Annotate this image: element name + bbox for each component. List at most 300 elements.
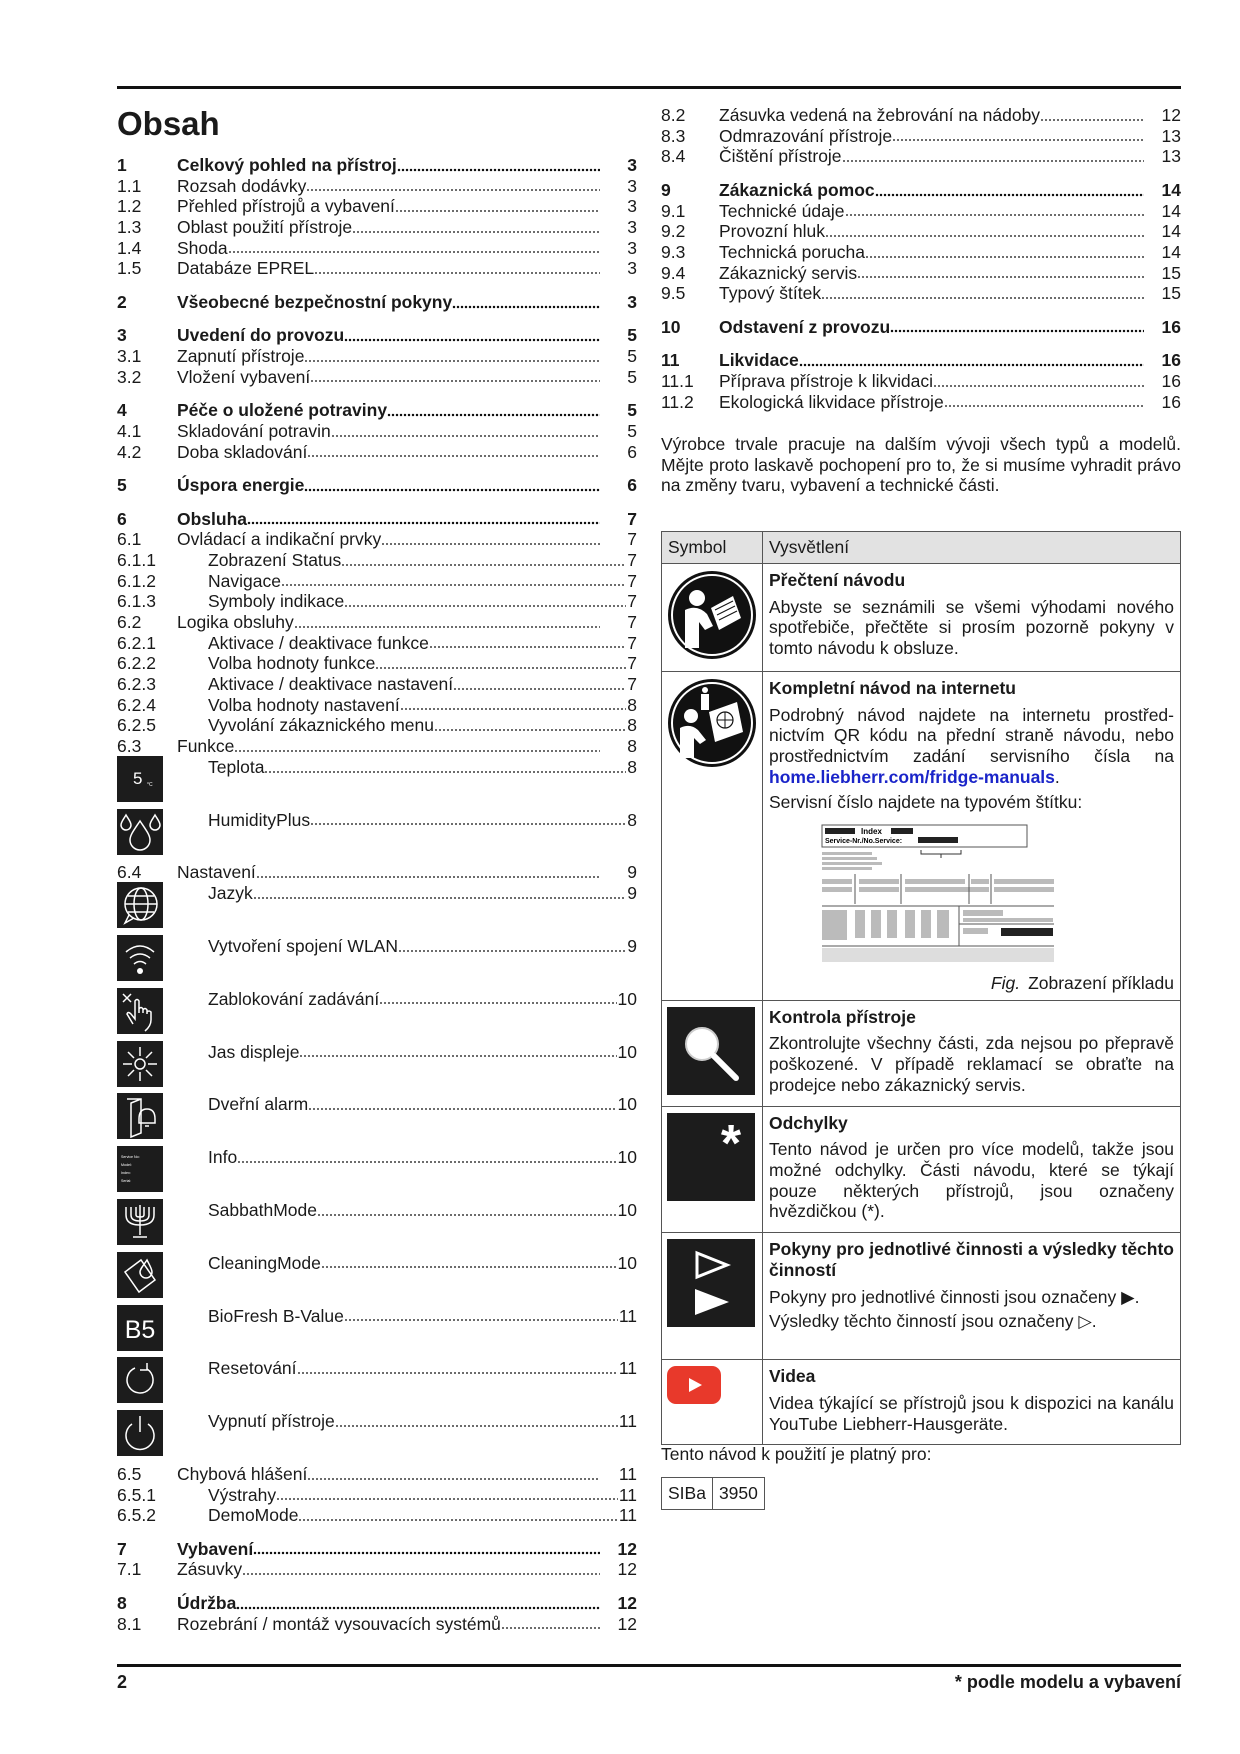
fig-label: Fig.: [990, 972, 1021, 993]
dot-leader: [298, 1505, 617, 1526]
toc-entry[interactable]: [117, 1147, 637, 1200]
toc-entry[interactable]: [117, 1464, 637, 1485]
toc-page: 12: [617, 1613, 637, 1634]
toc-entry[interactable]: [117, 674, 637, 695]
dot-leader: [294, 612, 600, 633]
dot-leader: [842, 146, 1144, 167]
toc-entry[interactable]: [661, 392, 1181, 413]
icon-slot: [117, 1253, 208, 1306]
toc-entry[interactable]: [117, 442, 637, 463]
fig-caption-text: Zobrazení příkladu: [1028, 972, 1174, 993]
toc-page: 7: [627, 674, 637, 695]
footer-note: * podle modelu a vybavení: [954, 1672, 1181, 1692]
manuals-link[interactable]: home.liebherr.com/fridge-manuals: [769, 766, 1055, 787]
toc-entry[interactable]: [117, 757, 637, 810]
door-alarm-icon: [117, 1093, 163, 1139]
toc-title: Symboly indikace: [208, 591, 345, 612]
toc-page: 3: [627, 291, 637, 312]
icon-slot: [117, 1042, 208, 1095]
type-label-figure: [821, 824, 1056, 964]
toc-entry[interactable]: [117, 715, 637, 736]
toc-title: Zobrazení Status: [208, 549, 342, 570]
wifi-icon: [117, 935, 163, 981]
toc-entry[interactable]: [117, 367, 637, 388]
dot-leader: [247, 509, 600, 530]
row-text: [769, 705, 1174, 788]
humidity-icon: [117, 809, 163, 855]
toc-entry[interactable]: [117, 736, 637, 757]
toc-entry[interactable]: [117, 292, 637, 313]
toc-page: 11: [618, 1505, 637, 1526]
toc-entry[interactable]: [117, 810, 637, 863]
toc-page: 5: [627, 366, 637, 387]
dot-leader: [344, 1306, 618, 1327]
dot-leader: [321, 1253, 617, 1274]
toc-entry[interactable]: [117, 1505, 637, 1526]
toc-entry[interactable]: [117, 1094, 637, 1147]
dot-leader: [933, 371, 1144, 392]
icon-slot: [117, 883, 208, 936]
toc-title: Aktivace / deaktivace funkce: [208, 632, 429, 653]
toc-number: 11: [661, 350, 680, 371]
dot-leader: [865, 242, 1144, 263]
dot-leader: [857, 263, 1144, 284]
toc-title: Volba hodnoty funkce: [208, 653, 376, 674]
header-explanation: Vysvětlení: [763, 532, 1181, 564]
toc-entry[interactable]: [661, 180, 1181, 201]
toc-entry[interactable]: [661, 283, 1181, 304]
dot-leader: [304, 475, 600, 496]
dot-leader: [892, 126, 1144, 147]
toc-entry[interactable]: [117, 346, 637, 367]
toc-title: Nastavení: [177, 862, 256, 883]
dot-leader: [1040, 105, 1144, 126]
dot-leader: [234, 736, 600, 757]
toc-entry[interactable]: [661, 201, 1181, 222]
toc-page: 12: [1161, 105, 1181, 125]
toc-number: 6.5.2: [117, 1505, 156, 1526]
toc-number: 6.5.1: [117, 1484, 156, 1505]
toc-number: 7.1: [117, 1559, 142, 1580]
toc-title: Zákaznický servis: [719, 262, 858, 283]
bottom-rule: [117, 1664, 1181, 1667]
toc-page: 7: [627, 632, 637, 653]
toc-number: 8.4: [661, 146, 686, 167]
toc-entry[interactable]: [661, 317, 1181, 338]
dot-leader: [397, 155, 600, 176]
toc-entry[interactable]: [117, 1593, 637, 1614]
toc-title: Zákaznická pomoc: [719, 179, 875, 200]
toc-entry[interactable]: [117, 176, 637, 197]
dot-leader: [429, 633, 626, 654]
icon-text: 5: [133, 768, 143, 788]
toc-right-column: [661, 105, 1181, 412]
toc-title: Typový štítek: [719, 283, 822, 304]
toc-page: 13: [1161, 146, 1181, 167]
toc-page: 3: [627, 237, 637, 258]
language-icon: [117, 882, 163, 928]
row-title: Kompletní návod na internetu: [769, 678, 1016, 698]
youtube-icon[interactable]: [667, 1366, 721, 1406]
toc-page: 10: [617, 988, 637, 1009]
toc-entry[interactable]: [661, 263, 1181, 284]
toc-entry[interactable]: [117, 989, 637, 1042]
dot-leader: [242, 1559, 600, 1580]
dot-leader: [253, 1539, 600, 1560]
dot-leader: [400, 695, 627, 716]
toc-entry[interactable]: [117, 1200, 637, 1253]
toc-page: 5: [627, 400, 637, 421]
toc-number: 6.2.5: [117, 715, 156, 736]
toc-title: Zablokování zadávání: [208, 988, 380, 1009]
icon-slot: [117, 1200, 208, 1253]
toc-title: Výstrahy: [208, 1484, 277, 1505]
table-row: [662, 1106, 1181, 1233]
toc-number: 8.3: [661, 125, 686, 146]
dot-leader: [299, 1042, 616, 1063]
toc-title: Info: [208, 1147, 238, 1168]
dot-leader: [875, 180, 1144, 201]
toc-number: 1.4: [117, 237, 142, 258]
toc-title: Odstavení z provozu: [719, 316, 891, 337]
toc-page: 9: [627, 883, 637, 904]
dot-leader: [395, 196, 600, 217]
dot-leader: [253, 883, 627, 904]
toc-number: 2: [117, 291, 127, 312]
row-text: Videa týkající se přístrojů jsou k dispozici na kanálu YouTube Liebherr-Hausgeräte.: [769, 1392, 1174, 1434]
toc-entry[interactable]: [117, 509, 637, 530]
toc-entry[interactable]: [117, 1042, 637, 1095]
toc-entry[interactable]: [117, 238, 637, 259]
toc-title: Databáze EPREL: [177, 258, 315, 279]
page-title: Obsah: [117, 105, 220, 142]
toc-entry[interactable]: [117, 550, 637, 571]
toc-title: Uvedení do provozu: [177, 325, 345, 346]
toc-page: 16: [1161, 316, 1181, 337]
dot-leader: [375, 653, 626, 674]
icon-slot: [117, 936, 208, 989]
toc-number: 6.2.4: [117, 694, 156, 715]
toc-title: Doba skladování: [177, 441, 308, 462]
toc-number: 6.3: [117, 736, 142, 757]
toc-title: Funkce: [177, 736, 235, 757]
magnifier-icon: [667, 1007, 755, 1095]
brightness-icon: [117, 1041, 163, 1087]
toc-entry[interactable]: [117, 1358, 637, 1411]
asterisk-icon: [667, 1113, 755, 1201]
toc-page: 12: [617, 1538, 637, 1559]
icon-text: Model:: [121, 1163, 132, 1168]
toc-number: 6.2.1: [117, 632, 156, 653]
table-header-row: [662, 532, 1181, 564]
toc-number: 9.3: [661, 241, 686, 262]
icon-text: B5: [124, 1315, 156, 1344]
toc-entry[interactable]: [117, 591, 637, 612]
toc-entry[interactable]: [117, 217, 637, 238]
toc-title: Rozsah dodávky: [177, 175, 307, 196]
toc-title: Ovládací a indikační prvky: [177, 529, 382, 550]
read-manual-icon: [667, 570, 757, 660]
toc-page: 14: [1161, 241, 1181, 262]
icon-slot: [117, 989, 208, 1042]
toc-page: 16: [1161, 391, 1181, 412]
toc-title: Úspora energie: [177, 475, 305, 496]
toc-number: 1: [117, 155, 127, 175]
dot-leader: [306, 176, 600, 197]
toc-page: 9: [627, 935, 637, 956]
toc-page: 12: [617, 1559, 637, 1580]
toc-page: 9: [627, 862, 637, 883]
toc-entry[interactable]: [117, 325, 637, 346]
toc-number: 7: [117, 1538, 127, 1559]
online-manual-icon: [667, 678, 757, 768]
table-row: [662, 1233, 1181, 1360]
online-text: Podrobný návod najdete na internetu prostřednictvím QR kódu na přední straně návodu, nebo prostřednictvím zadání servisního čísla na: [769, 704, 1174, 767]
toc-entry[interactable]: [117, 653, 637, 674]
toc-number: 9.2: [661, 221, 686, 242]
icon-slot: [117, 1358, 208, 1411]
toc-entry[interactable]: [117, 1485, 637, 1506]
toc-title: Volba hodnoty nastavení: [208, 694, 400, 715]
toc-title: Likvidace: [719, 350, 799, 371]
dot-leader: [314, 258, 600, 279]
toc-entry[interactable]: [661, 105, 1181, 126]
toc-page: 15: [1161, 262, 1181, 283]
toc-entry[interactable]: [117, 196, 637, 217]
input-lock-icon: [117, 988, 163, 1034]
toc-entry[interactable]: [661, 126, 1181, 147]
toc-page: 16: [1161, 370, 1181, 391]
toc-title: Navigace: [208, 570, 281, 591]
toc-title: DemoMode: [208, 1505, 299, 1526]
toc-entry[interactable]: [661, 242, 1181, 263]
toc-page: 7: [627, 570, 637, 591]
toc-page: 14: [1161, 179, 1181, 200]
toc-left-column: [117, 155, 637, 1634]
toc-number: 3: [117, 325, 127, 346]
toc-number: 11.1: [661, 370, 694, 391]
toc-page: 6: [627, 475, 637, 496]
dot-leader: [501, 1614, 600, 1635]
toc-number: 6.1.2: [117, 570, 156, 591]
figure-caption: [769, 973, 1174, 994]
toc-entry[interactable]: [117, 633, 637, 654]
toc-number: 8.2: [661, 105, 686, 125]
top-rule: [117, 86, 1181, 89]
dot-leader: [344, 325, 600, 346]
toc-page: 7: [627, 549, 637, 570]
toc-page: 7: [627, 653, 637, 674]
toc-number: 6.2.2: [117, 653, 156, 674]
toc-page: 8: [627, 809, 637, 830]
row-title: Odchylky: [769, 1112, 848, 1133]
row-title: Přečtení návodu: [769, 570, 906, 590]
toc-entry[interactable]: [661, 146, 1181, 167]
toc-title: Zapnutí přístroje: [177, 346, 305, 367]
toc-entry[interactable]: [117, 529, 637, 550]
toc-title: Jas displeje: [208, 1041, 300, 1062]
action-result-icon: [667, 1239, 755, 1327]
icon-slot: [117, 1306, 208, 1359]
symbol-table: [661, 531, 1181, 1445]
toc-number: 8.1: [117, 1613, 142, 1634]
dot-leader: [379, 989, 616, 1010]
row-title: Kontrola přístroje: [769, 1006, 916, 1027]
toc-number: 3.2: [117, 366, 142, 387]
toc-number: 6.1.1: [117, 549, 156, 570]
toc-number: 4.1: [117, 420, 142, 441]
dot-leader: [317, 1200, 617, 1221]
intro-paragraph: Výrobce trvale pracuje na dalším vývoji všech typů a modelů. Mějte proto laskavě pochopení pro to, že si musíme vyhradit právo na změny tvaru, vybavení a technické části.: [661, 434, 1181, 496]
toc-number: 1.3: [117, 217, 142, 238]
toc-number: 10: [661, 316, 681, 337]
toc-page: 11: [618, 1358, 637, 1379]
icon-slot: [117, 810, 208, 863]
toc-entry[interactable]: [117, 612, 637, 633]
dot-leader: [237, 1147, 616, 1168]
model-number: 3950: [712, 1478, 764, 1509]
toc-entry[interactable]: [117, 862, 637, 883]
dot-leader: [256, 862, 600, 883]
power-icon: [117, 1410, 163, 1456]
toc-page: 7: [627, 612, 637, 633]
dot-leader: [434, 715, 626, 736]
toc-number: 9.1: [661, 200, 686, 221]
toc-page: 3: [627, 217, 637, 238]
toc-title: Provozní hluk: [719, 221, 826, 242]
toc-title: Jazyk: [208, 883, 253, 904]
icon-slot: [117, 1411, 208, 1464]
dot-leader: [381, 529, 600, 550]
toc-title: BioFresh B-Value: [208, 1305, 344, 1326]
icon-text: Service No:: [121, 1155, 140, 1160]
toc-page: 14: [1161, 200, 1181, 221]
toc-number: 1.5: [117, 258, 142, 279]
toc-title: Všeobecné bezpečnostní pokyny: [177, 291, 453, 312]
toc-page: 15: [1161, 283, 1181, 304]
toc-page: 11: [618, 1411, 637, 1432]
toc-entry[interactable]: [117, 1539, 637, 1560]
toc-entry[interactable]: [117, 1411, 637, 1464]
table-row: [662, 672, 1181, 1001]
table-row: [662, 564, 1181, 672]
temperature-icon: [117, 756, 163, 802]
toc-title: Technická porucha: [719, 241, 865, 262]
dot-leader: [890, 317, 1144, 338]
toc-page: 8: [627, 715, 637, 736]
label-service: Service-Nr./No.Service:: [825, 838, 903, 846]
toc-entry[interactable]: [117, 258, 637, 279]
dot-leader: [799, 350, 1144, 371]
toc-title: Dveřní alarm: [208, 1094, 309, 1115]
toc-number: 1.1: [117, 175, 142, 196]
toc-entry[interactable]: [117, 695, 637, 716]
toc-entry[interactable]: [117, 1306, 637, 1359]
toc-page: 8: [627, 736, 637, 757]
toc-title: Příprava přístroje k likvidaci: [719, 370, 933, 391]
row-text-2: Výsledky těchto činností jsou označeny ▷.: [769, 1311, 1097, 1332]
row-text: Abyste se seznámili se všemi výhodami nového spotřebiče, přečtěte si prosím pozorně pokyny v tomto návodu k obsluze.: [769, 596, 1174, 659]
toc-number: 6: [117, 508, 127, 529]
toc-title: Péče o uložené potraviny: [177, 400, 388, 421]
toc-entry[interactable]: [117, 1253, 637, 1306]
toc-title: Vybavení: [177, 1538, 254, 1559]
dot-leader: [276, 1485, 618, 1506]
toc-entry[interactable]: [661, 221, 1181, 242]
dot-leader: [398, 936, 626, 957]
icon-slot: [117, 1147, 208, 1200]
dot-leader: [344, 591, 626, 612]
toc-page: 11: [618, 1305, 637, 1326]
asterisk-glyph: *: [720, 1114, 742, 1173]
dot-leader: [944, 392, 1144, 413]
toc-entry[interactable]: [661, 371, 1181, 392]
toc-page: 5: [627, 420, 637, 441]
toc-page: 14: [1161, 221, 1181, 242]
toc-title: Oblast použití přístroje: [177, 217, 353, 238]
toc-entry[interactable]: [117, 155, 637, 176]
dot-leader: [308, 1094, 616, 1115]
toc-page: 10: [617, 1199, 637, 1220]
toc-number: 1.2: [117, 196, 142, 217]
toc-entry[interactable]: [661, 350, 1181, 371]
toc-title: Logika obsluhy: [177, 612, 294, 633]
toc-entry[interactable]: [117, 883, 637, 936]
toc-number: 9.4: [661, 262, 686, 283]
page-number: 2: [117, 1672, 128, 1692]
toc-number: 6.1: [117, 529, 142, 550]
toc-page: 5: [627, 346, 637, 367]
dot-leader: [453, 674, 626, 695]
biofresh-icon: [117, 1305, 163, 1351]
toc-title: Technické údaje: [719, 200, 845, 221]
toc-page: 8: [627, 756, 637, 777]
toc-page: 10: [617, 1094, 637, 1115]
info-icon: [117, 1146, 163, 1192]
toc-entry[interactable]: [117, 400, 637, 421]
validity-label: Tento návod k použití je platný pro:: [661, 1444, 932, 1464]
dot-leader: [452, 292, 600, 313]
icon-text: °C: [147, 781, 153, 788]
toc-title: Skladování potravin: [177, 420, 331, 441]
toc-page: 3: [627, 155, 637, 175]
toc-number: 6.5: [117, 1463, 142, 1484]
dot-leader: [310, 810, 626, 831]
toc-title: CleaningMode: [208, 1252, 321, 1273]
row-text: Tento návod je určen pro více modelů, takže jsou možné odchylky. Části návodu, které se týkají pouze některých přístrojů, jsou označeny hvězdičkou (*).: [769, 1139, 1174, 1222]
period: .: [1054, 766, 1060, 787]
toc-number: 6.2: [117, 612, 142, 633]
toc-page: 10: [617, 1041, 637, 1062]
toc-page: 7: [627, 508, 637, 529]
toc-entry[interactable]: [117, 936, 637, 989]
toc-entry[interactable]: [117, 421, 637, 442]
toc-entry[interactable]: [117, 475, 637, 496]
dot-leader: [825, 221, 1144, 242]
toc-entry[interactable]: [117, 571, 637, 592]
toc-entry[interactable]: [117, 1559, 637, 1580]
toc-entry[interactable]: [117, 1614, 637, 1635]
toc-title: Vypnutí přístroje: [208, 1411, 335, 1432]
toc-title: Celkový pohled na přístroj: [177, 155, 397, 175]
toc-page: 3: [627, 258, 637, 279]
toc-number: 3.1: [117, 346, 142, 367]
toc-page: 3: [627, 196, 637, 217]
toc-page: 5: [627, 325, 637, 346]
label-index: Index: [861, 827, 882, 837]
cleaning-icon: [117, 1252, 163, 1298]
toc-number: 6.2.3: [117, 674, 156, 695]
